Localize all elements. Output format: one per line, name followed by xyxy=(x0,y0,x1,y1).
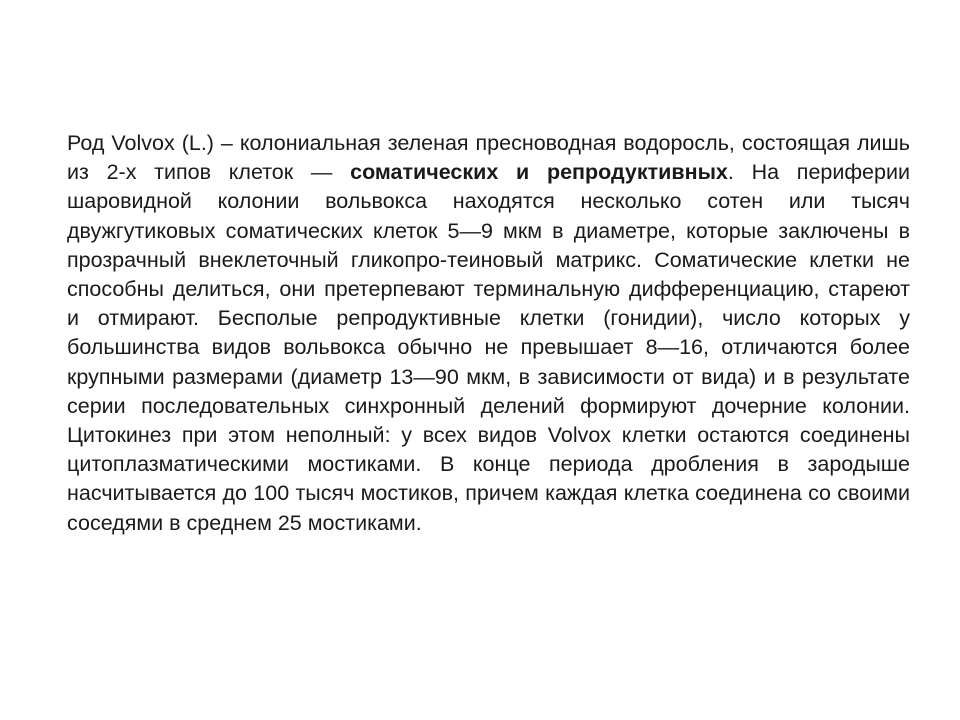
paragraph-text-start: Род Volvox (L.) – колониальная зеленая пресноводная водоросль, состоящая лишь из 2-х типов клеток — xyxy=(67,131,910,185)
bold-phrase: соматических и репродуктивных xyxy=(350,160,728,185)
paragraph-text-rest: . На периферии шаровидной колонии вольвокса находятся несколько сотен или тысяч двужгутиковых соматических клеток 5—9 мкм в диаметре, которые заключены в прозрачный внеклеточный гликопро-теиновый матрикс. Соматические клетки не способны делиться, они претерпевают терминальную дифференциацию, стареют и отмирают. Бесполые репродуктивные клетки (гонидии), число которых у большинства видов вольвокса обычно не превышает 8—16, отличаются более крупными размерами (диаметр 13—90 мкм, в зависимости от вида) и в результате серии последовательных синхронный делений формируют дочерние колонии. Цитокинез при этом неполный: у всех видов Volvox клетки остаются соединены цитоплазматическими мостиками. В конце периода дробления в зародыше насчитывается до 100 тысяч мостиков, причем каждая клетка соединена со своими соседями в среднем 25 мостиками. xyxy=(67,160,910,535)
body-paragraph xyxy=(67,129,910,538)
